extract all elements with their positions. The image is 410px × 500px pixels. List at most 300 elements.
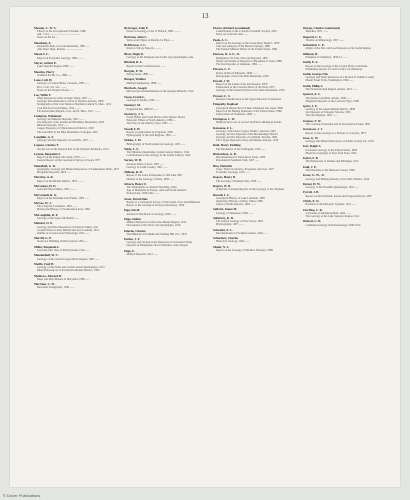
entry-reference: The Geology of Pennsylvania, 1858 ....... — [216, 179, 262, 183]
entry-reference: Manganese: Its Uses, Ores and Deposits, 1891 — [216, 56, 269, 60]
entry-reference: Report on the Geology of Martha's Vineyard, 1888 — [216, 248, 273, 252]
entry-author: Turner, H. W. — [302, 182, 321, 186]
entry-reference: The Iron Deposits of Arkansas, 1892 ...... — [216, 62, 263, 66]
index-entry — [124, 209, 210, 215]
entry-reference: Explorations in Turkestan, 1908 ...... — [216, 112, 257, 116]
entry-reference: Gold and Silver Mines, 1905 ......... — [37, 188, 77, 192]
entry-reference: Geology of the Nome and Grand Central Quadrangles, 1913 — [37, 266, 105, 270]
entry-author: Richardson, G. B. — [213, 153, 237, 156]
entry-reference: Magnetite Deposits of the Cornwall Type, 1908 — [305, 99, 359, 103]
entry-author: Merriam, C. W. — [34, 283, 55, 287]
entry-reference: Report on the Geology of the Coastal Plain of Alabama — [305, 64, 368, 68]
entry-reference: Ann. Rept. Dept. Interior ........................ — [37, 48, 83, 52]
index-entry — [124, 230, 210, 236]
entry-reference: Rocks and Rock Minerals, 1908 ....... — [216, 71, 258, 75]
index-entry — [34, 153, 120, 162]
entry-author: Murdoch, Joseph — [123, 87, 147, 91]
entry-reference: Report on the Middle District, 1874 ........ — [37, 179, 84, 183]
index-entry — [303, 209, 389, 218]
index-column-4 — [303, 27, 389, 475]
index-entry — [34, 254, 120, 260]
entry-reference: Report on the Doobaunt, Kazan and Ferguson Rivers, 1897 — [305, 194, 372, 198]
entry-reference: Microscopical Determination of the Opaque Minerals, 1916 — [126, 90, 194, 94]
entry-reference: Report of a Geological Survey of Wisconsin, Iowa and Minnesota — [126, 200, 201, 204]
index-entry — [124, 139, 210, 145]
index-entry — [124, 78, 210, 84]
index-entry — [124, 104, 210, 110]
entry-reference: The Noatak-Kobuk Region, Alaska, 1913 ...... — [305, 87, 357, 91]
entry-author: Safford, James M. — [213, 208, 238, 212]
entry-reference: Cambrian Geology and Paleontology, 1908-1914 — [305, 223, 361, 227]
entry-reference: Physiography, 1907 ....... — [216, 223, 244, 227]
index-entry — [124, 159, 210, 168]
index-entry — [213, 95, 299, 101]
entry-reference: Geology and Ground-water Resources of Townsend Valley — [126, 241, 193, 245]
index-entry — [34, 185, 120, 191]
index-entry — [34, 94, 120, 113]
entry-author: Mitchell, R. L. — [123, 61, 143, 65]
index-columns — [34, 27, 388, 475]
index-entry — [124, 61, 210, 67]
entry-author: Lupton, Charles T. — [34, 144, 59, 148]
entry-author: Merrill, G. P. — [34, 237, 52, 241]
index-entry — [213, 153, 299, 162]
index-entry — [213, 237, 299, 243]
entry-reference: The Glacial Geology of New Jersey, 1902 — [216, 220, 263, 224]
entry-reference: Report on the Lands of the Arid Region, 1879 — [216, 83, 268, 87]
entry-reference: Southern Pacific Co., 1884 ....... — [37, 73, 73, 77]
index-entry — [34, 115, 120, 134]
entry-reference: Water Resources of Rio Grande Valley, 1907 ....... — [37, 97, 93, 101]
entry-reference: The Shinumo Quadrangle, Grand Canyon District, 1914 — [126, 151, 190, 155]
entry-author: Munger, Wallace — [123, 78, 146, 82]
entry-reference: Preliminary Report on a Part of the Coal Measures — [305, 67, 363, 71]
entry-author: Page, David — [123, 209, 140, 213]
entry-reference: Revised Classification of the Upper Paleozoic Formations — [216, 97, 281, 101]
index-entry — [303, 36, 389, 42]
entry-author: Merriam, John C. — [123, 35, 148, 39]
entry-author: Paige, F. — [123, 249, 135, 253]
entry-author: Owen, David Dale — [123, 197, 148, 201]
index-entry — [213, 217, 299, 226]
entry-author: Noble, L. F. — [123, 147, 139, 151]
entry-reference: The Moraines of the Missouri Coteau, 1896 — [305, 168, 355, 172]
index-entry — [124, 70, 210, 76]
entry-author: Spurr, J. E. — [302, 104, 318, 108]
entry-reference: Lake Superior Region, 1883 ....... — [37, 65, 75, 69]
index-entry — [303, 120, 389, 126]
entry-author: Miser, Hugh D. — [123, 52, 144, 56]
entry-author: Osborn, Henry F. — [123, 182, 147, 186]
index-entry — [34, 176, 120, 182]
page-number: 13 — [201, 12, 209, 20]
index-entry — [303, 137, 389, 143]
index-entry — [303, 61, 389, 70]
entry-reference: The Mechanics of the Earthquake, 1910 ...... — [216, 147, 266, 151]
entry-reference: Lead and Zinc Ores of Pennsylvania, 1924 ...... — [37, 248, 90, 252]
entry-reference: Report on the Punjab Oil Lands, 1870 ......... — [37, 156, 87, 160]
entry-reference: Geology of the DeQueen and Caddo Gap Quadrangles, Ark. — [126, 56, 194, 60]
index-column-3 — [213, 27, 299, 475]
entry-author: McCaskey, H. D. — [34, 184, 57, 188]
entry-author: Lee, Willis T. — [34, 93, 52, 97]
entry-reference: Report on the Geology of a Portion of Colorado, 1875 — [305, 131, 367, 135]
entry-reference: Geology and Water Resources of a Portion of Yakima County — [305, 76, 375, 80]
entry-author: Reid, Harry Fielding — [213, 144, 241, 148]
entry-reference: Deposits of Manganese Ore in Montana, Utah, Oregon — [126, 244, 188, 248]
entry-reference: Stones for Building and Decoration, 1891 ...... — [37, 240, 89, 244]
entry-author: Prosser, C. S. — [213, 94, 231, 98]
entry-author: Walcott, C. D. — [302, 220, 322, 224]
entry-reference: Sketches, 1871 ....... — [305, 30, 329, 34]
entry-reference: The Raton Mesa Region, Colo. and N. Mex., 1917 ......... — [37, 109, 101, 113]
index-entry — [34, 71, 120, 77]
entry-reference: The Flora of the Amboy Clays, 1895 ....... — [126, 122, 174, 126]
index-entry — [34, 275, 120, 281]
entry-reference: Bibliography of North American Geology, 1923 ...... — [126, 142, 186, 146]
index-entry — [124, 128, 210, 137]
index-entry — [303, 53, 389, 59]
entry-reference: Erdgeschichte, 1886-87 ....... — [126, 107, 159, 111]
index-entry — [213, 185, 299, 191]
index-entry — [34, 27, 120, 40]
entry-reference: Manual of the Geology of India, 1893 ...... — [126, 177, 174, 181]
entry-author: Tower, G. W., Jr. — [302, 174, 325, 178]
entry-reference: Ore Deposits of Tonopah, Nevada, 1905 — [305, 111, 351, 115]
entry-author: McPherson, J. C. — [123, 44, 147, 48]
entry-reference: Geology and Mining Industry of the Tintic District, Utah — [305, 177, 370, 181]
entry-reference: The Natural Mineral Waters of the United States, 1894 — [216, 48, 278, 52]
entry-reference: A Reprint of Annual Reports on the Geology of the Virginias — [216, 188, 285, 192]
entry-author: Lyman, Benjamin S. — [34, 153, 61, 156]
entry-author: Ulrich, E. O. — [302, 199, 320, 203]
entry-author: Smith, Philip S. — [302, 84, 324, 88]
entry-reference: Lists and Analyses of the Mineral Springs, 1886 — [216, 45, 270, 49]
index-entry — [124, 198, 210, 207]
entry-reference: Mount Stuart Folio, Washington, 1904 ...... — [305, 79, 354, 83]
index-entry — [213, 103, 299, 116]
entry-reference: Notes on Colorado Ores ....... — [216, 33, 249, 37]
entry-reference: Contributions to the Colorado Scientific Society, 1891 — [216, 30, 277, 34]
entry-author: Marvine, A. R. — [34, 176, 54, 180]
entry-reference: General Report on the Geological Survey of Japan, 1877 — [37, 159, 101, 163]
entry-reference: Stratigraphy of the Coal Fields of Northern Central N. Mex., 1912 — [37, 103, 112, 107]
entry-reference: Mineral Deposits, 1912 ...... — [126, 253, 158, 257]
index-entry — [303, 200, 389, 206]
entry-reference: Contributions to the Geology of the Grand Canyon, 1922 — [126, 154, 191, 158]
entry-reference: Pleistocene History of Northeastern Iowa, 1891 — [37, 208, 91, 212]
index-entry — [34, 263, 120, 272]
entry-reference: Age of Mammals in Europe, Asia and North America — [126, 189, 187, 193]
entry-reference: The Pleistocene of Indiana and Michigan, 1915 — [305, 160, 359, 164]
entry-reference: Report on the Mining Industries of the United States, 1886 — [216, 109, 282, 113]
entry-author: Stevenson, J. J. — [302, 128, 323, 132]
entry-reference: Advanced Text-Book of Geology, 1856 ....... — [126, 212, 177, 216]
entry-author: Mansfield, G. R. — [34, 164, 56, 168]
index-entry — [213, 53, 299, 66]
entry-author: Smith, E. A. — [302, 61, 319, 65]
entry-reference: Copper Deposits of Clifton-Morenci District, 1905 — [37, 127, 94, 131]
index-entry — [303, 191, 389, 197]
index-entry — [124, 148, 210, 157]
entry-author: Schuchert, Charles — [213, 237, 239, 241]
entry-author: Rogers, Henry D. — [213, 176, 237, 180]
entry-reference: Hydrography of the Arid Regions, 1891 ....... — [126, 133, 177, 137]
index-entry — [124, 87, 210, 93]
index-entry — [34, 214, 120, 220]
entry-reference: Geology and Mineral Deposits, 1905 ........ — [37, 118, 85, 122]
entry-reference: Methods and Costs of Gravel and Placer Mining in Alaska — [216, 121, 282, 125]
index-entry — [213, 165, 299, 174]
entry-reference: Reconnaissance in Trans-Pecos Texas, 1904 — [216, 156, 266, 160]
entry-reference: Geology and Ore Deposits of Leadville, 1927 ....... — [37, 139, 94, 143]
entry-reference: Geology of Cedar County, 1901 ....... — [126, 165, 168, 169]
entry-reference: Revision of the Paleozoic Systems, 1911 ....... — [305, 203, 357, 207]
entry-reference: Geology of the Globe Copper District, Arizona, 1903 — [216, 129, 276, 133]
entry-reference: The Gold Belt of the Blue Mountains of Oregon, 1901 — [37, 130, 98, 134]
entry-author: Meacham, A. — [34, 41, 52, 45]
index-entry — [124, 27, 210, 33]
entry-reference: Ore Deposits of the Jerome and Bradshaw Mountains, 1926 — [37, 121, 104, 125]
entry-author: Ries, Heinrich — [213, 164, 232, 168]
entry-author: Salisbury, R. D. — [213, 216, 234, 220]
entry-reference: Economic Geology, 1930 ....... — [216, 171, 251, 175]
entry-reference: A Treatise on Metamorphism, 1904 ....... — [305, 211, 351, 215]
index-entry — [34, 42, 120, 51]
entry-reference: Description of the Silver City Quadrangle, 1916 — [126, 224, 181, 228]
index-entry — [303, 166, 389, 172]
index-entry — [34, 237, 120, 243]
entry-reference: Artesian Wells of Iowa, 1897 ...... — [126, 162, 165, 166]
index-entry — [213, 118, 299, 124]
index-entry — [34, 79, 120, 92]
entry-reference: The Minerals of Franklin and Sterling Hill, N.J., 1935 — [126, 232, 187, 236]
index-entry — [124, 53, 210, 59]
entry-author: Penrose, R. A. F., Jr. — [213, 53, 240, 57]
entry-author: Palache, Charles — [123, 229, 146, 233]
index-entry — [124, 238, 210, 247]
entry-author: Moffit, Fred H. — [34, 262, 55, 266]
entry-author: Meinzer, O. E. — [34, 222, 54, 226]
entry-author: Pirsson, L. V. — [213, 68, 231, 72]
entry-author: Spencer, A. C. — [302, 93, 322, 97]
entry-reference: Geology and Ore Deposits of the Breckenridge District — [216, 132, 278, 136]
entry-author: Pardee, J. T. — [123, 238, 140, 242]
entry-reference: Physical Geography of New York State, 1902 — [305, 151, 357, 155]
entry-reference: Devonian Stratigraphy, 1940 ....... — [37, 286, 75, 290]
entry-author: Siebenthal, C. E. — [302, 44, 325, 48]
index-entry — [303, 157, 389, 163]
entry-reference: Geology of Crested Butte, Colorado, 1883 ...... — [37, 82, 90, 86]
entry-author: Mendenhall, W. C. — [34, 254, 59, 258]
entry-reference: Reconnaissance in Northern Alaska, 1904 ...... — [216, 231, 268, 235]
entry-author: Miller, Benjamin L. — [34, 245, 61, 249]
index-entry — [34, 222, 120, 235]
index-entry — [34, 53, 120, 59]
entry-reference: Proc. Colo. Sci. Soc. ........ — [37, 85, 67, 89]
entry-reference: Phosphate Deposits, 1918 ....... — [37, 171, 72, 175]
index-entry — [34, 246, 120, 252]
entry-author: Peale, A. C. — [213, 38, 229, 42]
entry-reference: Report of the Great Earthquake of 12th June 1897 — [126, 174, 183, 178]
entry-author: Sharpe, Charles (continued) — [302, 27, 340, 30]
entry-reference: Treatise on Mineralogy, 1857 ....... — [305, 38, 345, 42]
entry-reference: Geologic Reconnaissance of Part of Western Arizona, 1908 — [37, 100, 104, 104]
index-entry — [213, 208, 299, 214]
entry-reference: Geology of the Aspen Mining District, 1898 — [305, 108, 355, 112]
entry-author: Norton, W. H. — [123, 159, 142, 163]
index-entry — [213, 80, 299, 93]
entry-reference: Paleozoic Fishes of North America, 1889 .... — [126, 119, 177, 123]
entry-author: McConnell, R. G. — [34, 193, 58, 197]
index-entry — [124, 183, 210, 196]
index-entry — [303, 128, 389, 134]
entry-reference: Fossil Fishes and Fossil Plants of the Triassic Rocks — [126, 116, 185, 120]
entry-reference: The Ore Magmas, 1923 ....... — [305, 114, 338, 118]
entry-reference: Am. J. Sci. ........................................... — [37, 33, 81, 37]
index-entry — [34, 202, 120, 211]
index-column-1 — [34, 27, 120, 475]
entry-reference: Notes on Geology of the N. Branch, 1880 .......... — [126, 30, 181, 34]
entry-reference: Petroleum in Southern Utah, 1927 ...... — [216, 159, 260, 163]
entry-author: Van Hise, C. R. — [302, 208, 323, 212]
index-entry — [124, 96, 210, 102]
entry-reference: Geology and Ore Deposits of Goldfield, Nevada, 1909 — [216, 136, 278, 140]
entry-author: Shaler, N. S. — [213, 245, 230, 249]
entry-reference: Mineral Resources of Kotsina-Kuskulana District, 1909 — [37, 269, 100, 273]
entry-reference: The Lafayette Formation, 1891 ...... — [37, 205, 77, 209]
entry-author: Lane, Cell. H. — [34, 79, 53, 83]
entry-author: Maxam, C. W. S. — [34, 27, 57, 30]
entry-reference: Survey notes, 1889 ....... — [126, 73, 154, 77]
entry-author: Purington, C. W. — [213, 117, 236, 121]
entry-reference: Geology of Tennessee, 1869 ....... — [216, 211, 254, 215]
entry-reference: The Titanotheres of Ancient Wyoming, 1929 — [126, 186, 177, 190]
entry-author: Tarr, Ralph S. — [302, 145, 322, 149]
entry-reference: Maps and Map-Makers of Maryland, 1898 ...... — [37, 277, 90, 281]
entry-author: Shepard, C. U. — [302, 35, 323, 39]
entry-author: Pearce, Richard (continued) — [213, 27, 251, 30]
entry-reference: Geology of the Sespe Oil District ...... — [37, 217, 80, 221]
index-entry — [213, 144, 299, 150]
entry-author: Newell, F. H. — [123, 127, 141, 131]
entry-reference: Economic Geology of the United States, 1894 — [305, 148, 357, 152]
index-entry — [34, 144, 120, 150]
entry-author: Mead, F. L. — [34, 53, 50, 57]
entry-reference: Report on the Geology of the Green River District, 1878 — [216, 41, 280, 45]
entry-author: Oldham, R. D. — [123, 171, 143, 175]
entry-author: Meyer, Arthur E. — [34, 62, 57, 66]
index-entry — [303, 93, 389, 102]
entry-reference: Theory of the Occupational Schedule, 1880 — [37, 30, 86, 34]
entry-reference: Avalanche Peak, Cascade Mountains, 1881 ...... — [37, 45, 91, 49]
index-entry — [213, 127, 299, 143]
entry-author: Paige, Sidney — [123, 217, 142, 221]
index-entry — [213, 176, 299, 182]
footnote: © Dover Publications — [3, 493, 41, 498]
entry-author: Smith, George Otis — [302, 72, 328, 76]
entry-reference: Coal Fields of Grand Mesa, 1912 ........ — [37, 106, 81, 110]
entry-author: Powell, J. W. — [213, 79, 230, 83]
entry-reference: Geological Studies, 1892 ....... — [126, 98, 161, 102]
entry-reference: Ground Water in Juab, Millard and Iron Counties, 1911 — [37, 228, 99, 232]
entry-reference: Elements of Chemistry, 1830-31 ....... — [305, 56, 348, 60]
index-entry — [124, 113, 210, 126]
index-entry — [303, 220, 389, 226]
entry-author: Pumpelly, Raphael — [213, 103, 238, 107]
index-entry — [124, 171, 210, 180]
entry-reference: Geological History of Lake Lahontan, 1885 — [216, 196, 265, 200]
entry-reference: Geological Researches in China, Mongolia and Japan, 1866 — [216, 106, 283, 110]
entry-author: Maerles, Harry — [34, 70, 55, 74]
entry-reference: Report on the Coal Resources ........ — [126, 64, 167, 68]
entry-reference: Report on Agriculture by Irrigation, 1894 — [126, 130, 173, 134]
entry-reference: Proboscidea, 1936-1942 ....... — [126, 192, 160, 196]
index-entry — [303, 183, 389, 189]
entry-reference: Quaternary History of Mono Valley, 1889 — [216, 199, 263, 203]
entry-reference: The Juneau Gold Belt, Alaska, 1906 ....... — [305, 96, 352, 100]
entry-reference: Geography, Geology and Mineral Resources of Southeastern Idaho, 1927 — [37, 167, 119, 171]
index-entry — [303, 105, 389, 118]
index-entry — [213, 246, 299, 252]
entry-reference: Historical Geology, 1924 ....... — [216, 240, 250, 244]
entry-author: McGee, W. J. — [34, 202, 52, 206]
index-entry — [213, 194, 299, 207]
entry-author: Morgan, E. W. — [123, 69, 143, 73]
index-entry — [34, 136, 120, 142]
entry-author: McLaughlin, R. P. — [34, 213, 59, 217]
index-entry — [124, 36, 210, 42]
document-page — [10, 7, 400, 487]
entry-author: Mathews, Edward B. — [34, 274, 62, 278]
index-entry — [303, 27, 389, 33]
entry-author: Stose, G. W. — [302, 136, 319, 140]
index-entry — [213, 27, 299, 36]
entry-reference: Report on the Klondike Gold Fields, 1905 ...... — [37, 196, 90, 200]
entry-author: Newberry, J. S. — [123, 112, 144, 116]
index-entry — [34, 165, 120, 174]
entry-author: Tyrrell, J. B. — [302, 191, 320, 195]
entry-reference: Geology of the Central Copper River Region, 1905 ...... — [37, 257, 100, 261]
entry-author: Silliman, B. — [302, 52, 318, 56]
index-entry — [34, 62, 120, 68]
index-entry — [34, 194, 120, 200]
index-entry — [213, 39, 299, 52]
index-entry — [303, 145, 389, 154]
entry-reference: Geology of the Eastern Portion of the Uinta Mountains, 1876 — [216, 89, 285, 93]
index-entry — [124, 250, 210, 256]
entry-author: Lindgren, Waldemar — [34, 114, 62, 118]
entry-author: Taylor, F. B. — [302, 157, 319, 161]
index-entry — [213, 229, 299, 235]
entry-reference: Petrography of the Little Belt Mountains, 1900 — [216, 74, 269, 78]
index-column-2 — [124, 27, 210, 475]
entry-reference: Mineral Deposits, 1913 ...... — [37, 124, 69, 128]
entry-reference: Notes on the Eruptive Rocks ...... — [37, 88, 75, 92]
entry-reference: Clays, Their Occurrence, Properties and Uses, 1927 — [216, 167, 274, 171]
index-entry — [303, 85, 389, 91]
index-entry — [303, 174, 389, 180]
index-entry — [303, 73, 389, 82]
entry-reference: Exploration of the Colorado River of the West, 1875 — [216, 86, 275, 90]
entry-reference: Outline of Ground-water Hydrology, 1923 ...... — [37, 231, 90, 235]
entry-author: Todd, J. E. — [302, 165, 317, 169]
entry-author: Nickles, J. M. — [123, 139, 142, 143]
entry-author: Stanton, T. W. — [302, 119, 322, 123]
index-entry — [303, 44, 389, 50]
entry-reference: The Copper Deposits of Ray and Miami, Arizona, 1919 — [216, 139, 279, 143]
entry-reference: Report on Economic Geology, 1882 ........ — [37, 56, 84, 60]
